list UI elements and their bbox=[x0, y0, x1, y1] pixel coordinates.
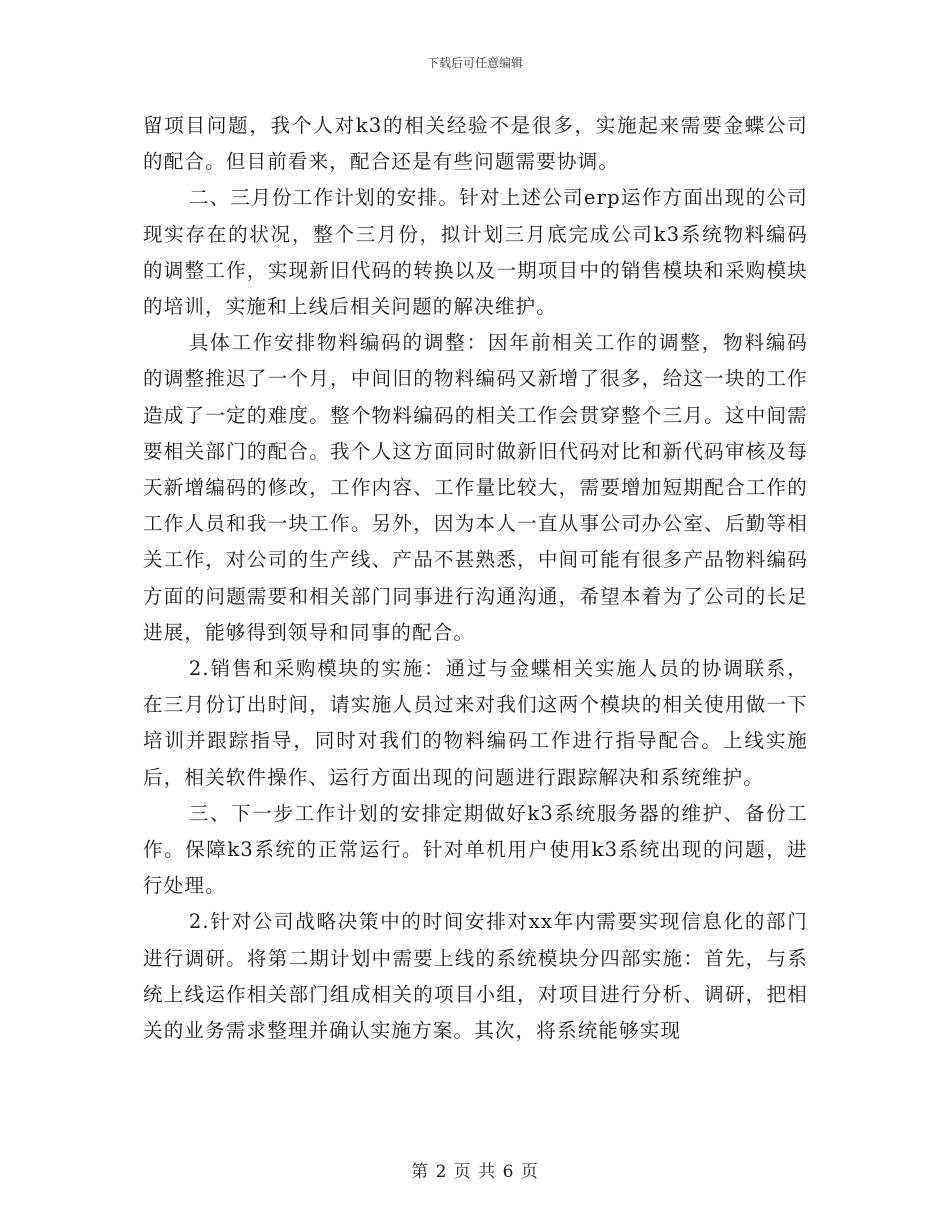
paragraph-continued: 留项目问题，我个人对k3的相关经验不是很多，实施起来需要金蝶公司的配合。但目前看来，配合还是有些问题需要协调。 bbox=[143, 114, 808, 174]
paragraph-material-coding: 具体工作安排物料编码的调整：因年前相关工作的调整，物料编码的调整推迟了一个月，中间旧的物料编码又新增了很多，给这一块的工作造成了一定的难度。整个物料编码的相关工作会贯穿整个三月。这中间需要相关部门的配合。我个人这方面同时做新旧代码对比和新代码审核及每天新增编码的修改，工作内容、工作量比较大，需要增加短期配合工作的工作人员和我一块工作。另外，因为本人一直从事公司办公室、后勤等相关工作，对公司的生产线、产品不甚熟悉，中间可能有很多产品物料编码方面的问题需要和相关部门同事进行沟通沟通，希望本着为了公司的长足进展，能够得到领导和同事的配合。 bbox=[143, 331, 808, 644]
paragraph-department-research: 2.针对公司战略决策中的时间安排对xx年内需要实现信息化的部门进行调研。将第二期计划中需要上线的系统模块分四部实施：首先，与系统上线运作相关部门组成相关的项目小组，对项目进行分析、调研，把相关的业务需求整理并确认实施方案。其次，将系统能够实现 bbox=[143, 910, 808, 1043]
paragraph-sales-purchase-modules: 2.销售和采购模块的实施：通过与金蝶相关实施人员的协调联系，在三月份订出时间，请实施人员过来对我们这两个模块的相关使用做一下培训并跟踪指导，同时对我们的物料编码工作进行指导配合。上线实施后，相关软件操作、运行方面出现的问题进行跟踪解决和系统维护。 bbox=[143, 657, 808, 789]
page-number: 第 2 页 共 6 页 bbox=[411, 1162, 539, 1182]
document-body bbox=[143, 108, 808, 1049]
paragraph-next-steps: 三、下一步工作计划的安排定期做好k3系统服务器的维护、备份工作。保障k3系统的正常运行。针对单机用户使用k3系统出现的问题，进行处理。 bbox=[143, 801, 808, 898]
page-header-note: 下载后可任意编辑 bbox=[426, 56, 523, 70]
paragraph-march-plan: 二、三月份工作计划的安排。针对上述公司erp运作方面出现的公司现实存在的状况，整个三月份，拟计划三月底完成公司k3系统物料编码的调整工作，实现新旧代码的转换以及一期项目中的销售模块和采购模块的培训，实施和上线后相关问题的解决维护。 bbox=[143, 186, 808, 319]
